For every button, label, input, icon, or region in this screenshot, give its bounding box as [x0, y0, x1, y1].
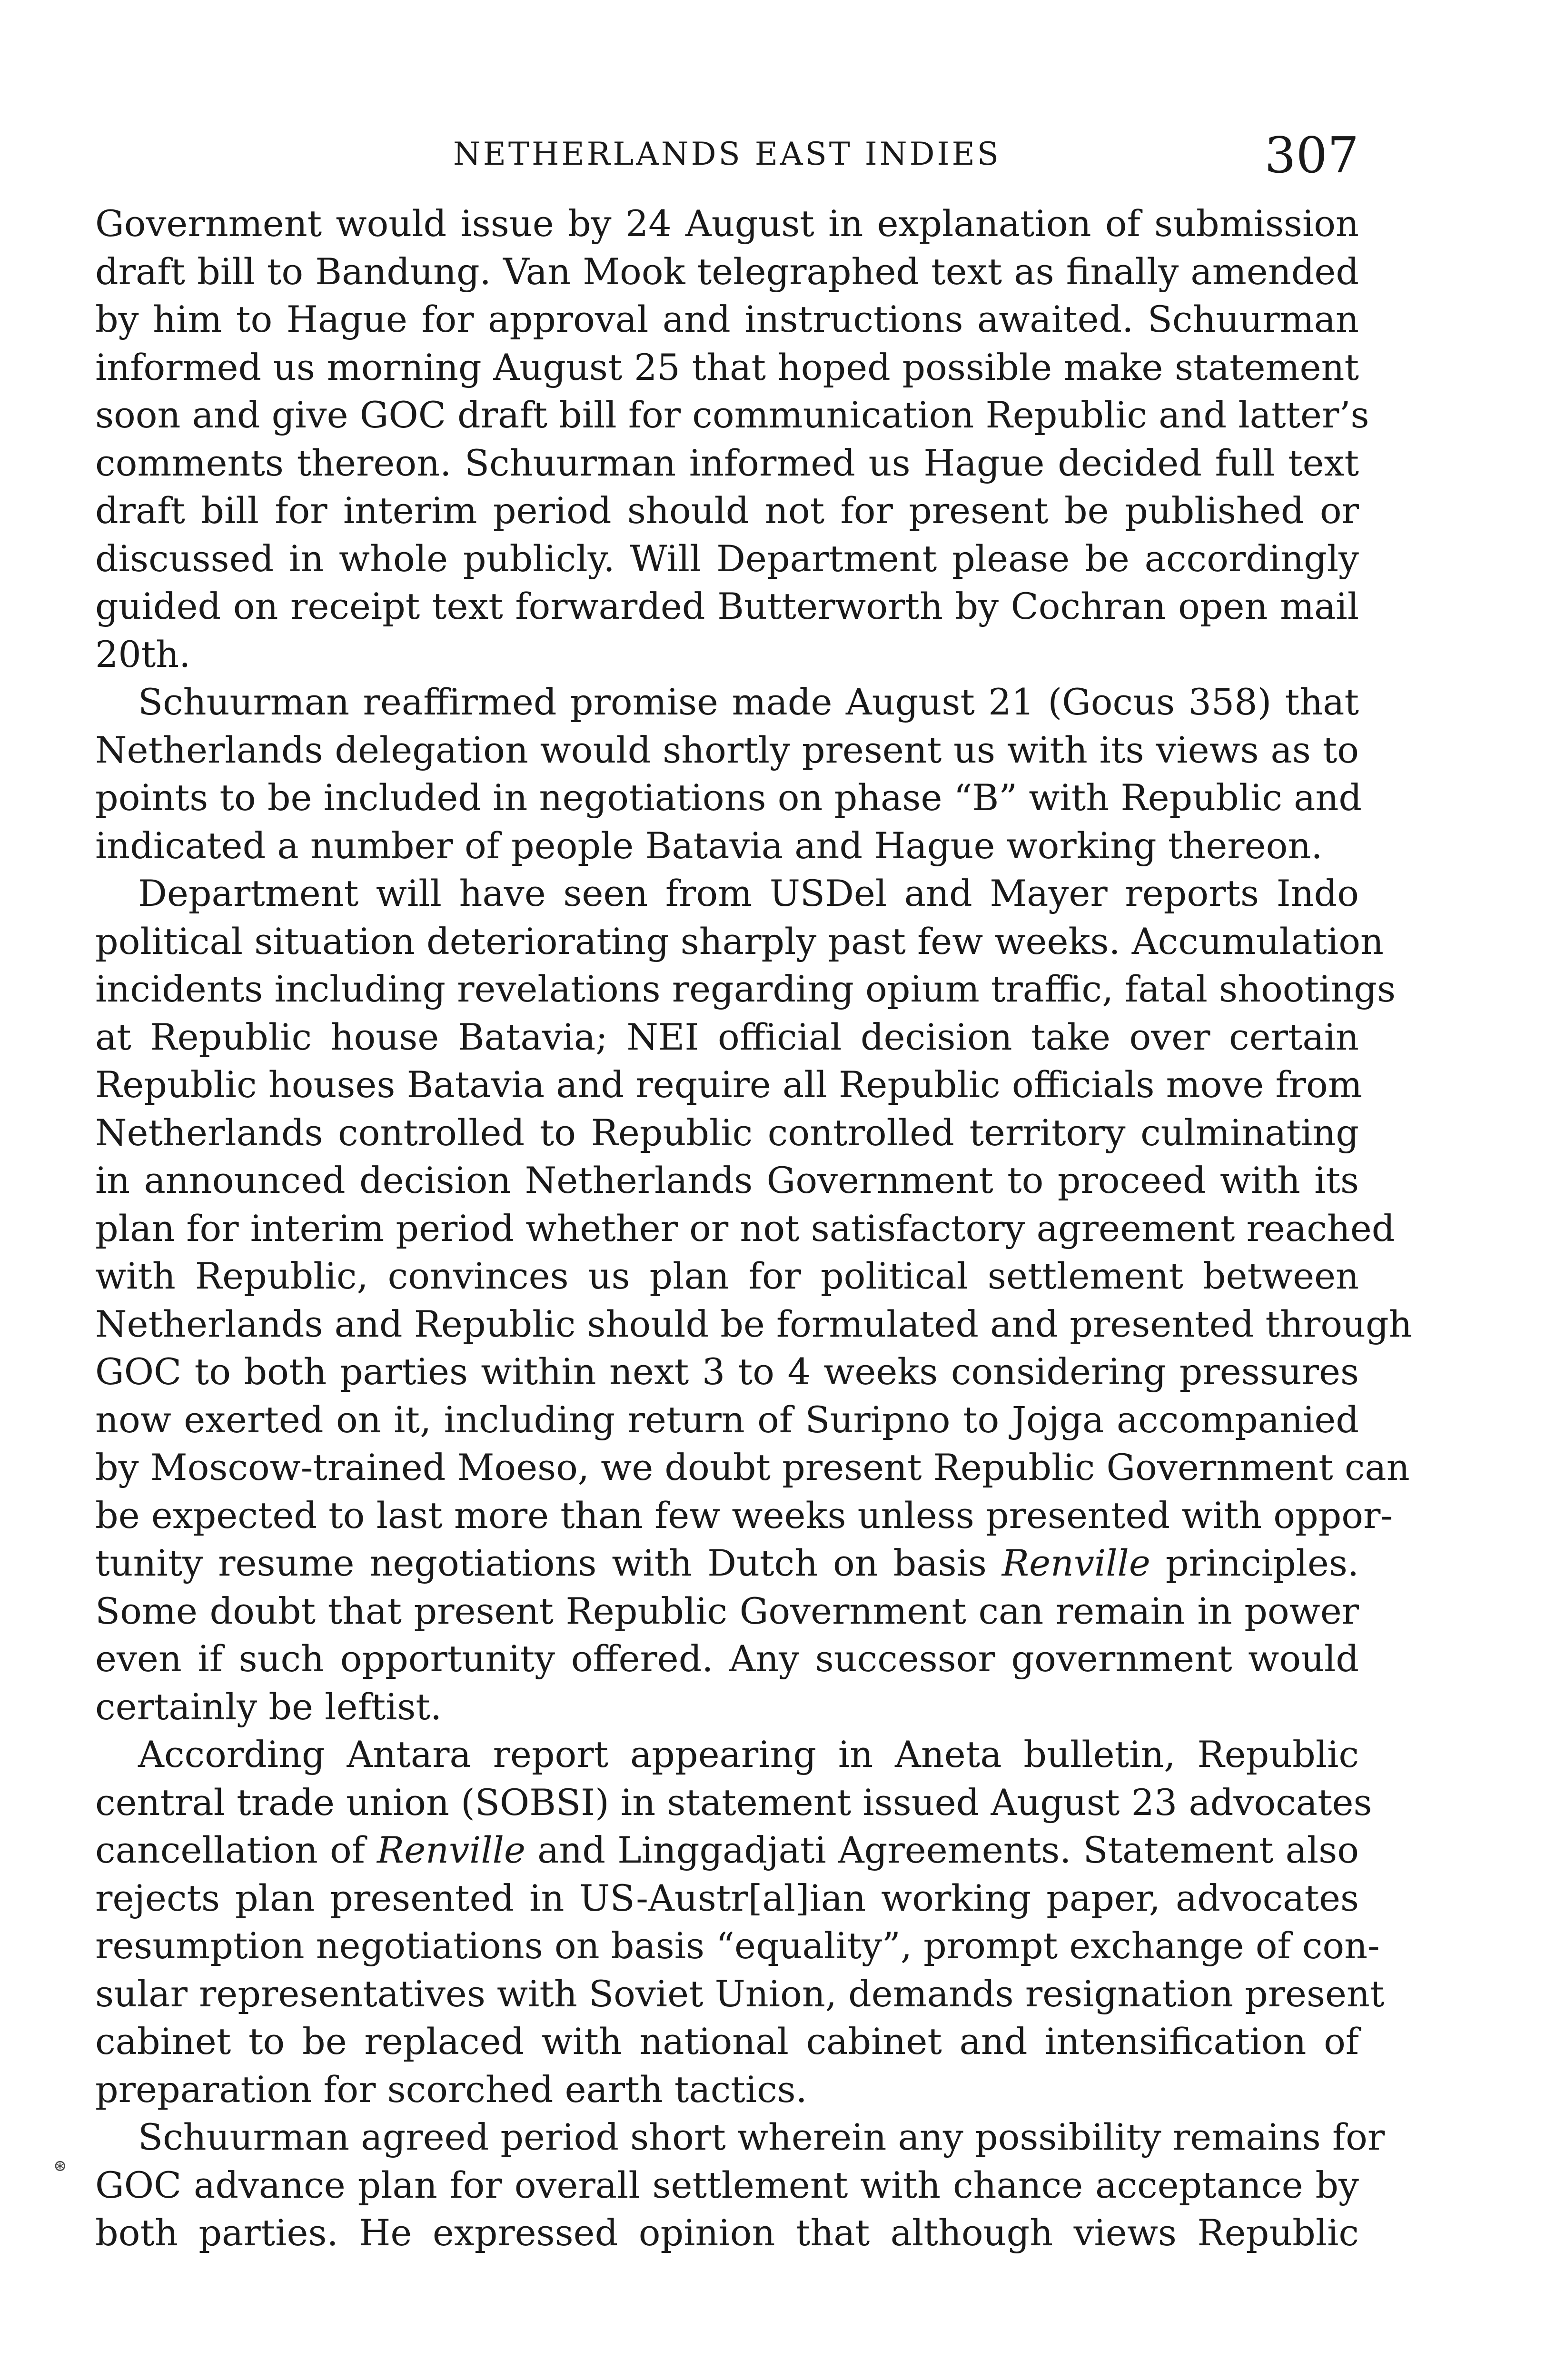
- text-line: points to be included in negotiations on phase “B” with Republic and: [95, 776, 1362, 819]
- text-line: informed us morning August 25 that hoped possible make statement: [95, 346, 1359, 388]
- text-line: be expected to last more than few weeks unless presented with oppor-: [95, 1494, 1393, 1537]
- text-line: by him to Hague for approval and instructions awaited. Schuurman: [95, 298, 1359, 340]
- italic-run: Renville: [1001, 1542, 1150, 1584]
- text-line: now exerted on it, including return of Suripno to Jojga accompanied: [95, 1398, 1359, 1441]
- text-line: Netherlands controlled to Republic controlled territory culminating: [95, 1111, 1359, 1154]
- text-run: cancellation of: [95, 1829, 365, 1871]
- text-line: draft bill to Bandung. Van Mook telegraphed text as finally amended: [95, 250, 1359, 293]
- text-line: GOC advance plan for overall settlement with chance acceptance by: [95, 2163, 1359, 2206]
- text-line: Some doubt that present Republic Government can remain in power: [95, 1589, 1359, 1632]
- text-line: draft bill for interim period should not for present be published or: [95, 489, 1359, 532]
- text-line: in announced decision Netherlands Government to proceed with its: [95, 1159, 1359, 1201]
- page-number: 307: [1264, 126, 1359, 184]
- text-line: Netherlands and Republic should be formulated and presented through: [95, 1302, 1412, 1345]
- text-line: preparation for scorched earth tactics.: [95, 2068, 807, 2111]
- text-line: Department will have seen from USDel and Mayer reports Indo: [138, 872, 1359, 914]
- text-line: by Moscow-trained Moeso, we doubt present Republic Government can: [95, 1446, 1410, 1488]
- text-line: political situation deteriorating sharply past few weeks. Accumulation: [95, 920, 1384, 962]
- text-line: central trade union (SOBSI) in statement issued August 23 advocates: [95, 1781, 1372, 1824]
- text-line: Schuurman reaffirmed promise made August 21 (Gocus 358) that: [138, 681, 1359, 723]
- text-run: principles.: [1165, 1542, 1359, 1584]
- text-line: Republic houses Batavia and require all Republic officials move from: [95, 1063, 1362, 1106]
- italic-run: Renville: [377, 1829, 525, 1871]
- text-line: [95, 1539, 1359, 1587]
- text-line: rejects plan presented in US-Austr[al]ian working paper, advocates: [95, 1876, 1359, 1919]
- margin-mark: ⊛: [53, 2156, 67, 2175]
- text-line: soon and give GOC draft bill for communication Republic and latter’s: [95, 394, 1369, 436]
- text-line: GOC to both parties within next 3 to 4 weeks considering pressures: [95, 1350, 1359, 1393]
- text-line: Netherlands delegation would shortly present us with its views as to: [95, 728, 1359, 771]
- body-text: [95, 200, 1412, 2257]
- text-line: 20th.: [95, 633, 191, 675]
- text-line: resumption negotiations on basis “equality”, prompt exchange of con-: [95, 1924, 1380, 1967]
- text-run: and Linggadjati Agreements. Statement also: [537, 1829, 1359, 1871]
- text-line: comments thereon. Schuurman informed us Hague decided full text: [95, 441, 1359, 484]
- running-head: [95, 126, 1359, 183]
- text-line: both parties. He expressed opinion that although views Republic: [95, 2211, 1359, 2254]
- text-line: guided on receipt text forwarded Butterworth by Cochran open mail: [95, 585, 1359, 627]
- text-line: even if such opportunity offered. Any successor government would: [95, 1637, 1359, 1680]
- text-line: According Antara report appearing in Aneta bulletin, Republic: [138, 1733, 1359, 1775]
- text-line: with Republic, convinces us plan for political settlement between: [95, 1255, 1359, 1297]
- running-title: NETHERLANDS EAST INDIES: [453, 136, 1001, 172]
- text-line: discussed in whole publicly. Will Department please be accordingly: [95, 537, 1359, 580]
- text-line: incidents including revelations regarding opium traffic, fatal shootings: [95, 968, 1396, 1010]
- text-line: certainly be leftist.: [95, 1685, 442, 1728]
- text-line: at Republic house Batavia; NEI official decision take over certain: [95, 1015, 1359, 1058]
- text-line: plan for interim period whether or not satisfactory agreement reached: [95, 1207, 1395, 1250]
- text-line: Government would issue by 24 August in explanation of submission: [95, 202, 1359, 245]
- text-line: sular representatives with Soviet Union, demands resignation present: [95, 1972, 1385, 2015]
- text-line: indicated a number of people Batavia and Hague working thereon.: [95, 824, 1323, 867]
- text-line: Schuurman agreed period short wherein any possibility remains for: [138, 2116, 1385, 2158]
- text-run: tunity resume negotiations with Dutch on basis: [95, 1542, 987, 1584]
- text-line: [95, 1826, 1359, 1874]
- text-line: cabinet to be replaced with national cabinet and intensification of: [95, 2020, 1359, 2063]
